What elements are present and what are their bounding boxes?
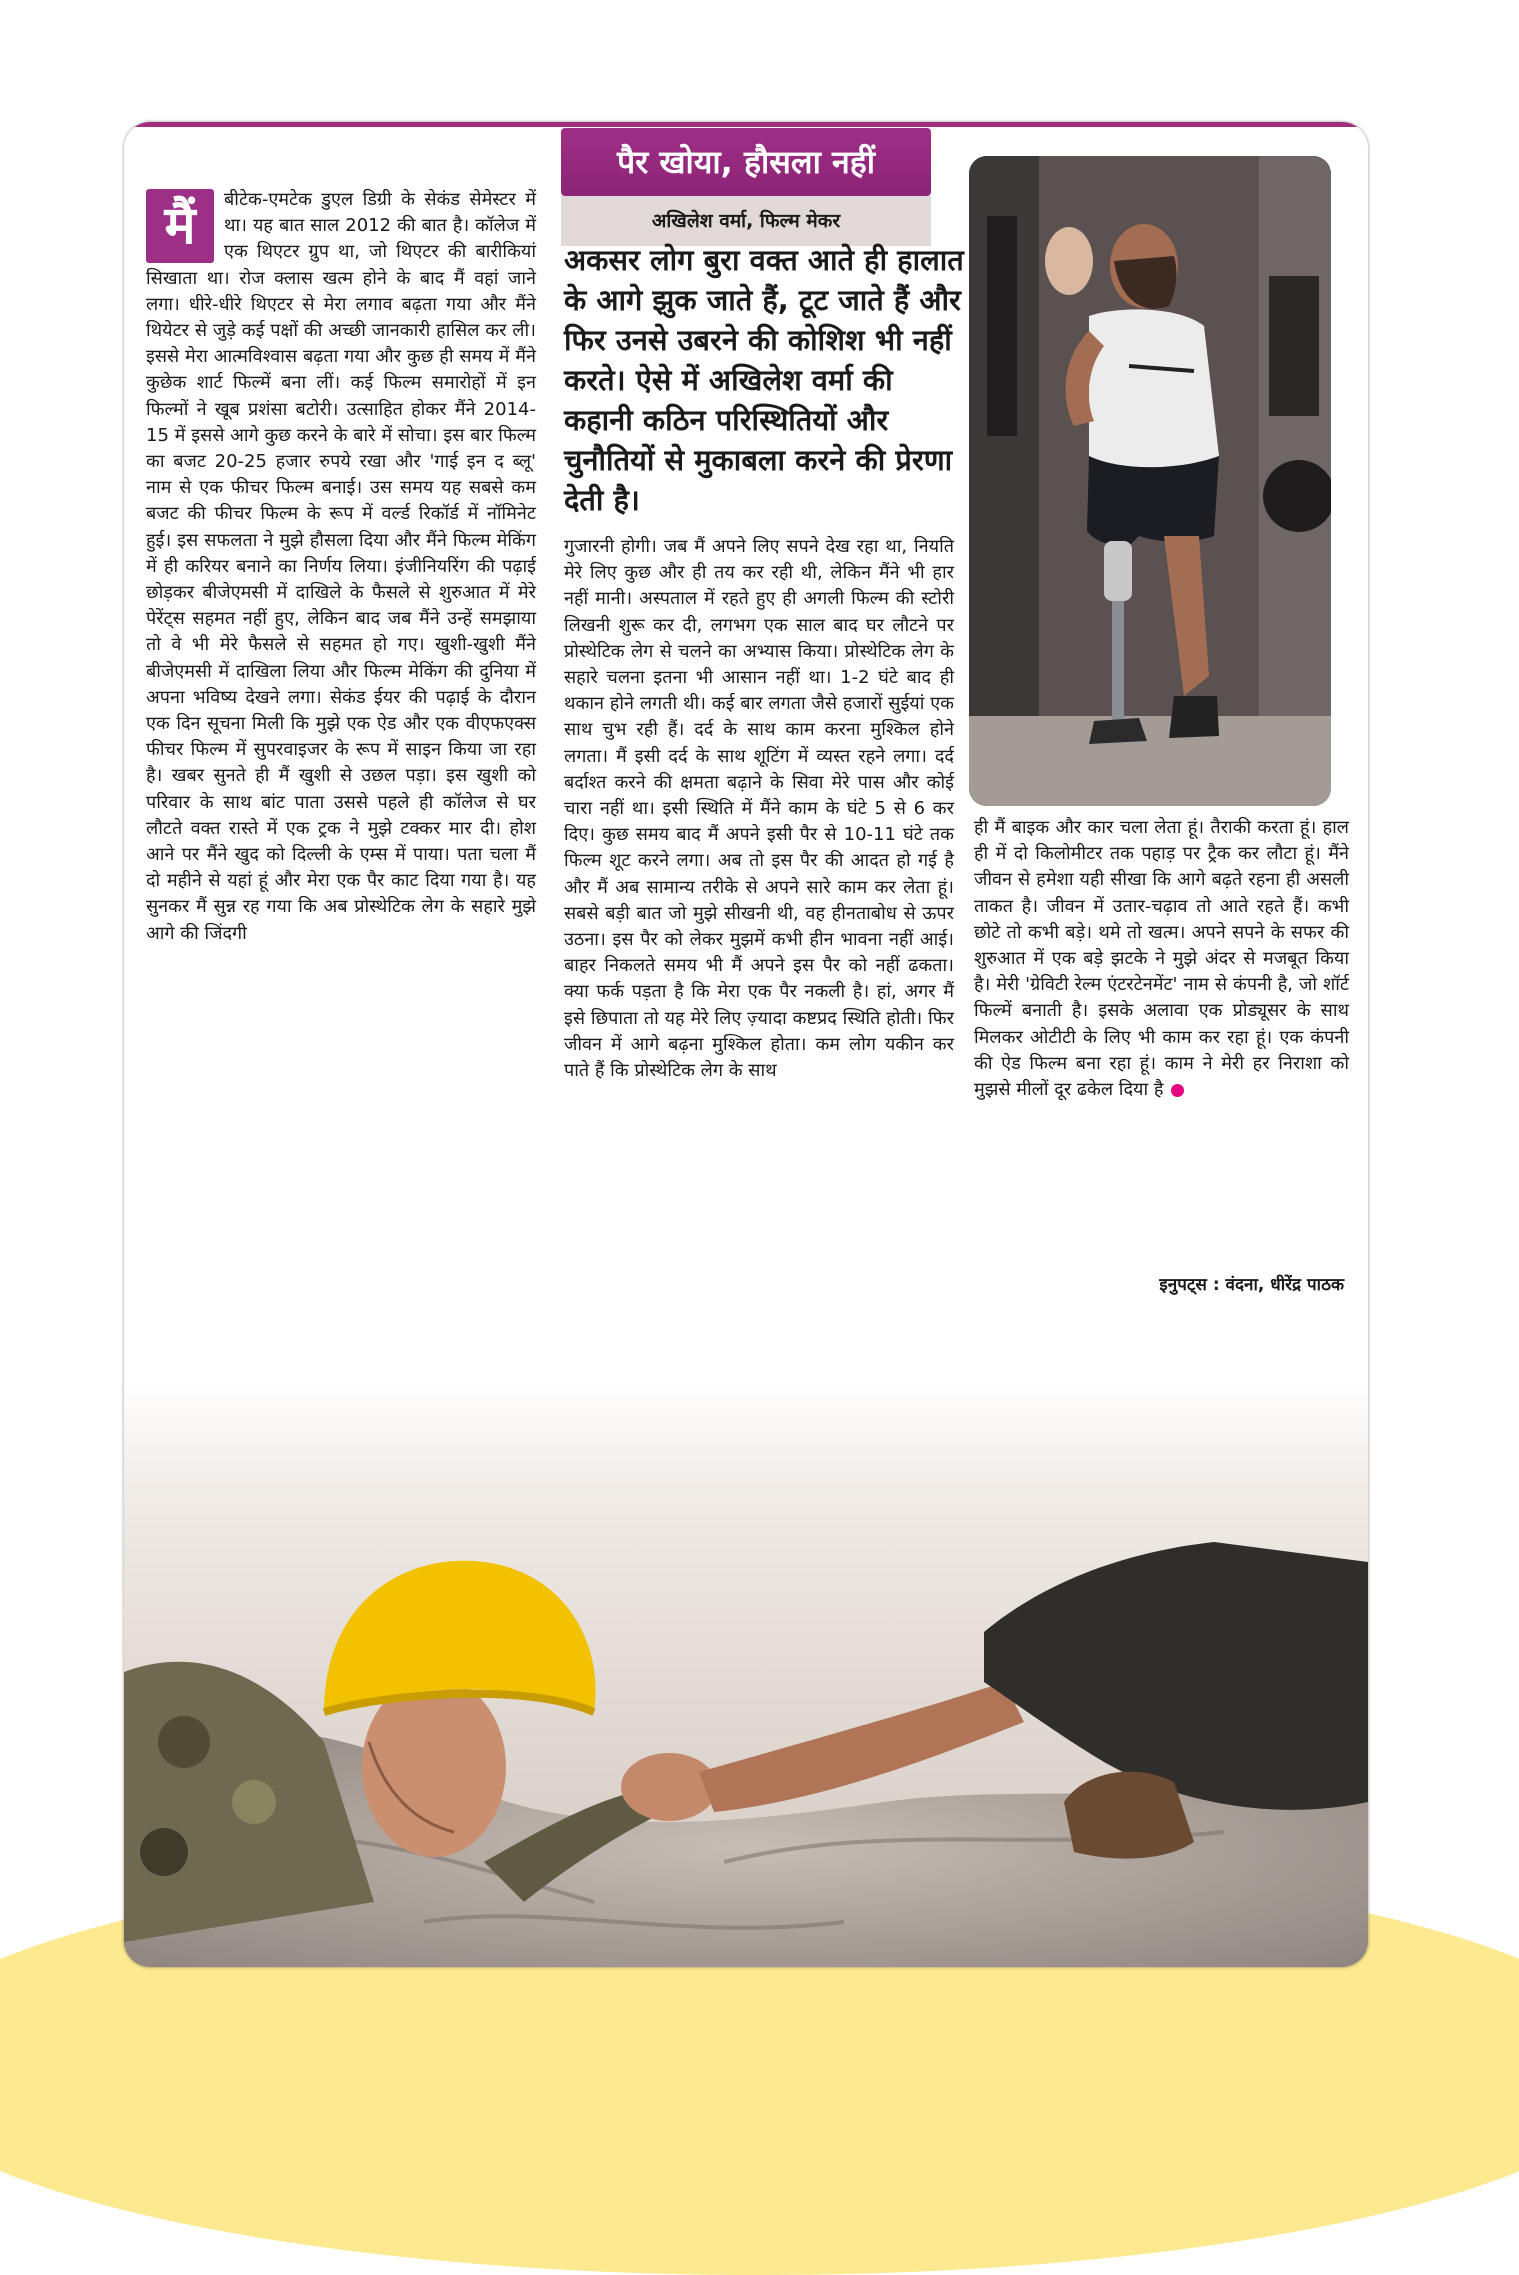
end-of-article-dot	[1171, 1084, 1184, 1097]
column-1-text: बीटेक-एमटेक डुएल डिग्री के सेकंड सेमेस्टर में था। यह बात साल 2012 की बात है। कॉलेज में एक थिएटर ग्रुप था, जो थिएटर की बारीकियां सिखाता था। रोज क्लास खत्म होने के बाद मैं वहां जाने लगा। धीरे-धीरे थिएटर से मेरा लगाव बढ़ता गया और मैंने थियेटर से जुड़े कई पक्षों की अच्छी जानकारी हासिल कर ली। इससे मेरा आत्मविश्वास बढ़ता गया और कुछ ही समय में मैंने कुछेक शार्ट फिल्में बना लीं। कई फिल्म समारोहों में इन फिल्मों ने खूब प्रशंसा बटोरी। उत्साहित होकर मैंने 2014-15 में इससे आगे कुछ करने के बारे में सोचा। इस बार फिल्म का बजट 20-25 हजार रुपये रखा और 'गाई इन द ब्लू' नाम से एक फीचर फिल्म बनाई। उस समय यह सबसे कम बजट की फीचर फिल्म के रूप में वर्ल्ड रिकॉर्ड में नॉमिनेट हुई। इस सफलता ने मुझे हौसला दिया और मैंने फिल्म मेकिंग में ही करियर बनाने का निर्णय लिया। इंजीनियरिंग की पढ़ाई छोड़कर बीजेएमसी में दाखिले के फैसले से शुरुआत में मेरे पेरेंट्स सहमत नहीं हुए, लेकिन बाद जब मैंने उन्हें समझाया तो वे भी मेरे फैसले से सहमत हो गए। खुशी-खुशी मैंने बीजेएमसी में दाखिला लिया और फिल्म मेकिंग की दुनिया में अपना भविष्य देखने लगा। सेकंड ईयर की पढ़ाई के दौरान एक दिन सूचना मिली कि मुझे एक ऐड और एक वीएफएक्स फीचर फिल्म में सुपरवाइजर के रूप में साइन किया जा रहा है। खबर सुनते ही मैं खुशी से उछल पड़ा। इस खुशी को परिवार के साथ बांट पाता उससे पहले ही कॉलेज से घर लौटते वक्त रास्ते में एक ट्रक ने मुझे टक्कर मार दी। होश आने पर मैंने खुद को दिल्ली के एम्स में पाया। पता चला मैं दो महीने से यहां हूं और मेरा एक पैर काट दिया गया है। यह सुनकर मैं सुन्न रह गया कि अब प्रोस्थेटिक लेग के सहारे मुझे आगे की जिंदगी	[146, 189, 536, 944]
prosthetic-leg-photo-illustration	[969, 156, 1331, 806]
prosthetic-leg-photo	[969, 156, 1331, 806]
column-2-text: गुजारनी होगी। जब मैं अपने लिए सपने देख रहा था, नियति मेरे लिए कुछ और ही तय कर रही थी, लेकिन मैंने भी हार नहीं मानी। अस्पताल में रहते हुए ही अगली फिल्म की स्टोरी लिखनी शुरू कर दी, लगभग एक साल बाद घर लौटने पर प्रोस्थेटिक लेग से चलने का अभ्यास किया। प्रोस्थेटिक लेग के सहारे चलना इतना भी आसान नहीं था। 1-2 घंटे बाद ही थकान होने लगती थी। कई बार लगता जैसे हजारों सुईयां एक साथ चुभ रही हैं। दर्द के साथ काम करना मुश्किल होने लगता। मैं इसी दर्द के साथ शूटिंग में व्यस्त रहने लगा। दर्द बर्दाश्त करने की क्षमता बढ़ाने के सिवा मेरे पास और कोई चारा नहीं था। इसी स्थिति में मैंने काम के घंटे 5 से 6 कर दिए। कुछ समय बाद मैं अपने इसी पैर से 10-11 घंटे तक फिल्म शूट करने लगा। अब तो इस पैर की आदत हो गई है और मैं अब सामान्य तरीके से अपने सारे काम कर लेता हूं। सबसे बड़ी बात जो मुझे सीखनी थी, वह हीनताबोध से ऊपर उठना। इस पैर को लेकर मुझमें कभी हीन भावना नहीं आई। बाहर निकलते समय भी मैं अपने इस पैर को नहीं ढकता। क्या फर्क पड़ता है कि मेरा एक पैर नकली है। हां, अगर मैं इसे छिपाता तो यह मेरे लिए ज़्यादा कष्टप्रद स्थिति होती। फिर जीवन में आगे बढ़ना मुश्किल होता। कम लोग यकीन कर पाते हैं कि प्रोस्थेटिक लेग के साथ	[564, 536, 954, 1082]
article-column-1	[146, 187, 536, 1522]
magazine-page	[124, 122, 1368, 1967]
article-headline: पैर खोया, हौसला नहीं	[561, 128, 931, 196]
top-rule	[124, 122, 1368, 127]
pull-quote: अकसर लोग बुरा वक्त आते ही हालात के आगे झुक जाते हैं, टूट जाते हैं और फिर उनसे उबरने की कोशिश भी नहीं करते। ऐसे में अखिलेश वर्मा की कहानी कठिन परिस्थितियों और चुनौतियों से मुकाबला करने की प्रेरणा देती है।	[564, 243, 964, 517]
inputs-credit: इनुपट्स : वंदना, धीरेंद्र पाठक	[1159, 1275, 1344, 1295]
article-column-2	[564, 534, 954, 1522]
dropcap: मैं	[146, 189, 214, 263]
column-3-text: ही मैं बाइक और कार चला लेता हूं। तैराकी करता हूं। हाल ही में दो किलोमीटर तक पहाड़ पर ट्रैक कर लौटा हूं। मैंने जीवन से हमेशा यही सीखा कि आगे बढ़ते रहना ही असली ताकत है। जीवन में उतार-चढ़ाव तो आते रहते हैं। कभी छोटे तो कभी बड़े। थमे तो खत्म। अपने सपने के सफर की शुरुआत में एक बड़े झटके ने मुझे अंदर से मजबूत किया है। मेरी 'ग्रेविटी रेल्म एंटरटेनमेंट' नाम से कंपनी है, जो शॉर्ट फिल्में बनाती है। इसके अलावा एक प्रोड्यूसर के साथ मिलकर ओटीटी के लिए भी काम कर रहा हूं। एक कंपनी की ऐड फिल्म बना रहा हूं। काम ने मेरी हर निराशा को मुझसे मीलों दूर ढकेल दिया है	[974, 817, 1349, 1101]
article-column-3	[974, 815, 1349, 1315]
article-byline: अखिलेश वर्मा, फिल्म मेकर	[561, 196, 931, 246]
